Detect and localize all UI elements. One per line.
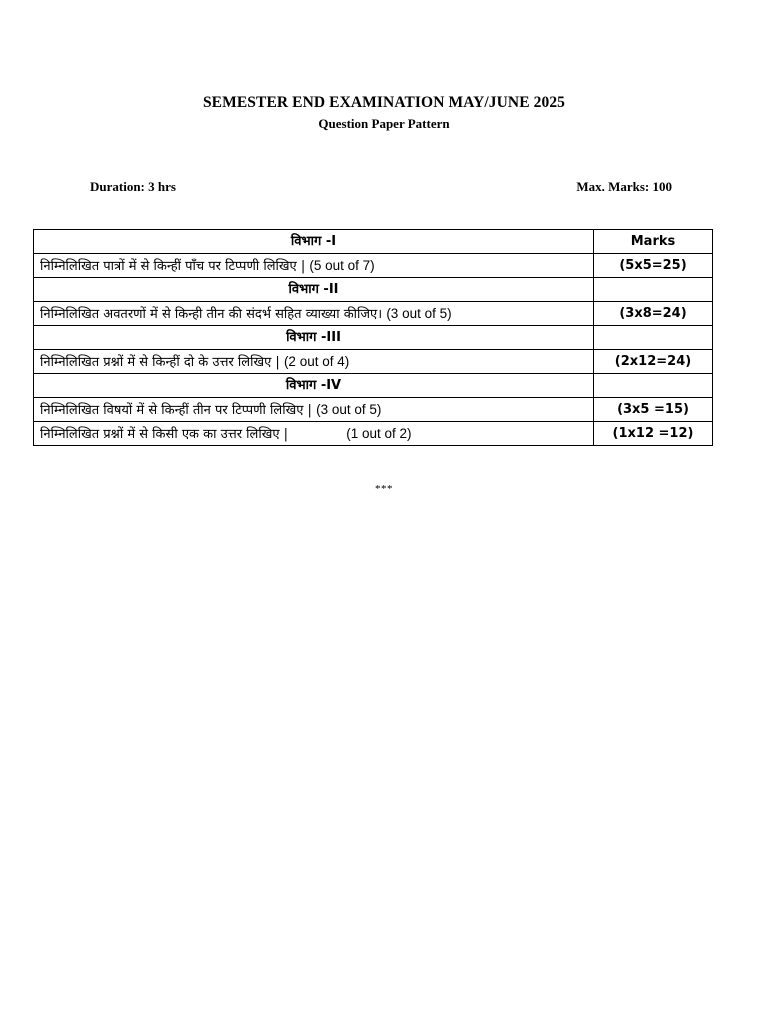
question-row — [34, 254, 713, 278]
question-cell — [34, 302, 594, 326]
question-text: निम्निलिखित विषयों में से किन्हीं तीन पर टिप्पणी लिखिए | — [40, 402, 312, 418]
exam-subtitle: Question Paper Pattern — [318, 116, 450, 131]
marks-column-header: Marks — [594, 230, 713, 254]
question-count: (2 out of 4) — [283, 353, 350, 369]
exam-title: SEMESTER END EXAMINATION MAY/JUNE 2025 — [202, 94, 566, 111]
question-row — [34, 302, 713, 326]
section-heading: विभाग -IV — [34, 374, 594, 398]
section-heading: विभाग -III — [34, 326, 594, 350]
end-of-paper-mark: *** — [375, 483, 393, 495]
question-count: (5 out of 7) — [309, 257, 375, 273]
question-pattern-table — [33, 229, 713, 446]
section-row-1 — [34, 230, 713, 254]
empty-marks-cell — [594, 278, 713, 302]
section-heading: विभाग -II — [34, 278, 594, 302]
question-count: (3 out of 5) — [386, 305, 452, 321]
section-heading: विभाग -I — [34, 230, 594, 254]
question-text: निम्निलिखित प्रश्नों में से किसी एक का उत्तर लिखिए | — [40, 426, 289, 442]
question-row — [34, 350, 713, 374]
question-count: (1 out of 2) — [346, 425, 412, 441]
max-marks-label: Max. Marks: 100 — [576, 179, 672, 194]
question-text: निम्निलिखित पात्रों में से किन्हीं पाँच पर टिप्पणी लिखिए | — [40, 258, 306, 274]
duration-label: Duration: 3 hrs — [90, 179, 176, 194]
empty-marks-cell — [594, 326, 713, 350]
section-row-2 — [34, 278, 713, 302]
question-cell — [34, 422, 594, 446]
question-text: निम्निलिखित प्रश्नों में से किन्हीं दो के उत्तर लिखिए | — [40, 354, 280, 370]
question-marks: (2x12=24) — [594, 350, 713, 374]
question-marks: (3x5 =15) — [594, 398, 713, 422]
question-cell — [34, 350, 594, 374]
section-row-4 — [34, 374, 713, 398]
question-marks: (1x12 =12) — [594, 422, 713, 446]
question-marks: (3x8=24) — [594, 302, 713, 326]
question-marks: (5x5=25) — [594, 254, 713, 278]
empty-marks-cell — [594, 374, 713, 398]
question-cell — [34, 254, 594, 278]
question-row — [34, 422, 713, 446]
question-text: निम्निलिखित अवतरणों में से किन्ही तीन की संदर्भ सहित व्याख्या कीजिए। — [40, 306, 383, 322]
question-count: (3 out of 5) — [316, 401, 382, 417]
question-cell — [34, 398, 594, 422]
section-row-3 — [34, 326, 713, 350]
question-row — [34, 398, 713, 422]
